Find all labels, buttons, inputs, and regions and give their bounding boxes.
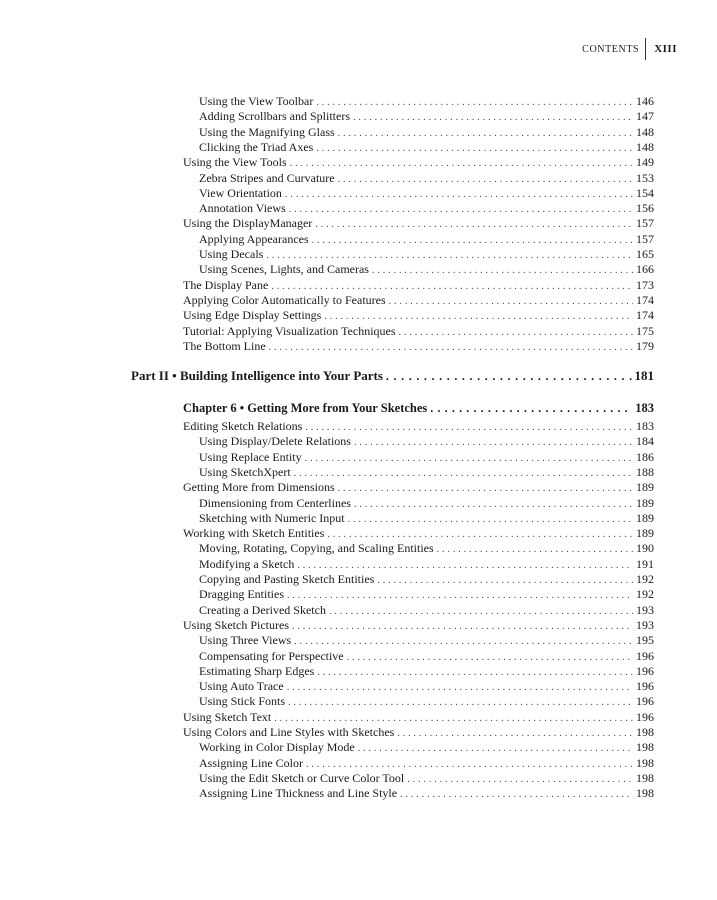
chapter-heading[interactable] [183,400,654,416]
entry-title: Using Sketch Text [183,709,272,724]
toc-entry[interactable] [199,771,654,787]
entry-page-number: 189 [636,495,654,510]
entry-page-number: 189 [636,526,654,541]
toc-entry[interactable] [183,725,654,741]
entry-page-number: 196 [636,663,654,678]
dot-leader [338,125,633,141]
dot-leader [386,368,632,384]
entry-title: Working in Color Display Mode [199,740,355,755]
dot-leader [269,339,633,355]
entry-page-number: 148 [636,139,654,154]
toc-entry[interactable] [199,649,654,665]
dot-leader [315,216,633,232]
toc-entry[interactable] [199,557,654,573]
toc-entry[interactable] [199,434,654,450]
dot-leader [297,557,633,573]
entry-page-number: 193 [636,617,654,632]
entry-title: Using Stick Fonts [199,694,286,709]
entry-title: Using Auto Trace [199,679,284,694]
toc-entry[interactable] [183,419,654,435]
dot-leader [327,526,633,542]
entry-page-number: 191 [636,556,654,571]
entry-page-number: 198 [636,786,654,801]
dot-leader [285,186,633,202]
toc-entry[interactable] [199,171,654,187]
entry-title: Chapter 6 • Getting More from Your Sketches [183,401,428,415]
entry-page-number: 157 [636,216,654,231]
entry-page-number: 153 [636,170,654,185]
entry-title: Creating a Derived Sketch [199,602,326,617]
toc-entry[interactable] [183,155,654,171]
dot-leader [290,155,633,171]
entry-title: Annotation Views [199,201,286,216]
entry-title: Using Sketch Pictures [183,617,289,632]
dot-leader [400,786,633,802]
entry-page-number: 147 [636,109,654,124]
entry-page-number: 174 [636,292,654,307]
dot-leader [266,247,633,263]
entry-page-number: 198 [636,770,654,785]
entry-title: Assigning Line Thickness and Line Style [199,786,398,801]
toc-entry[interactable] [199,633,654,649]
dot-leader [407,771,633,787]
dot-leader [347,649,633,665]
entry-title: Working with Sketch Entities [183,526,325,541]
entry-page-number: 195 [636,633,654,648]
dot-leader [288,694,633,710]
entry-title: Tutorial: Applying Visualization Techniques [183,323,396,338]
dot-leader [389,293,633,309]
toc-entry[interactable] [183,324,654,340]
toc-entry[interactable] [183,216,654,232]
toc-entry[interactable] [199,247,654,263]
entry-page-number: 175 [636,323,654,338]
part-heading[interactable] [131,368,654,384]
dot-leader [353,109,633,125]
toc-entry[interactable] [199,603,654,619]
entry-title: Clicking the Triad Axes [199,139,314,154]
toc-entry[interactable] [199,587,654,603]
entry-title: Applying Color Automatically to Features [183,292,386,307]
entry-title: Using Scenes, Lights, and Cameras [199,262,369,277]
dot-leader [372,262,633,278]
toc-entry[interactable] [199,496,654,512]
toc-entry[interactable] [199,232,654,248]
entry-title: Assigning Line Color [199,755,303,770]
page-number: XIII [654,43,677,55]
entry-title: Applying Appearances [199,231,309,246]
entry-page-number: 189 [636,480,654,495]
toc-entry[interactable] [199,572,654,588]
entry-title: Moving, Rotating, Copying, and Scaling Entities [199,541,434,556]
dot-leader [274,710,633,726]
dot-leader [354,434,633,450]
entry-page-number: 166 [636,262,654,277]
toc-entry[interactable] [183,710,654,726]
entry-page-number: 154 [636,185,654,200]
entry-page-number: 186 [636,449,654,464]
entry-page-number: 192 [636,572,654,586]
entry-title: Using the Magnifying Glass [199,124,335,139]
entry-page-number: 174 [636,308,654,323]
dot-leader [294,633,633,649]
entry-title: Copying and Pasting Sketch Entities [199,572,375,586]
toc-entry[interactable] [199,740,654,756]
entry-title: Using Three Views [199,633,292,648]
entry-page-number: 156 [636,201,654,216]
entry-page-number: 181 [634,368,654,383]
toc-entry[interactable] [183,618,654,634]
entry-page-number: 148 [636,124,654,139]
dot-leader [316,140,633,156]
entry-page-number: 196 [636,679,654,694]
dot-leader [324,308,633,324]
toc-entry[interactable] [199,94,654,110]
entry-title: Using the DisplayManager [183,216,313,231]
entry-title: Modifying a Sketch [199,556,295,571]
dot-leader [271,278,633,294]
entry-page-number: 198 [636,755,654,770]
entry-title: Dimensioning from Centerlines [199,495,351,510]
toc-entry[interactable] [183,480,654,496]
toc-entry[interactable] [199,109,654,125]
entry-page-number: 198 [636,725,654,739]
dot-leader [305,419,633,435]
dot-leader [399,324,633,340]
dot-leader [329,603,633,619]
dot-leader [430,400,632,416]
entry-title: Using Edge Display Settings [183,308,322,323]
header-divider [645,38,646,60]
entry-title: Using the View Toolbar [199,94,314,108]
toc-entry[interactable] [199,201,654,217]
dot-leader [338,480,633,496]
dot-leader [294,465,633,481]
entry-title: Editing Sketch Relations [183,419,303,433]
entry-title: The Bottom Line [183,338,266,353]
dot-leader [287,587,633,603]
entry-title: Using Display/Delete Relations [199,434,351,449]
entry-title: Estimating Sharp Edges [199,663,315,678]
dot-leader [306,756,633,772]
entry-page-number: 183 [636,419,654,433]
entry-title: Dragging Entities [199,587,284,602]
dot-leader [358,740,633,756]
entry-page-number: 189 [636,510,654,525]
toc-entry[interactable] [199,450,654,466]
entry-title: The Display Pane [183,277,269,292]
dot-leader [338,171,633,187]
toc-entry[interactable] [199,756,654,772]
entry-title: Using Colors and Line Styles with Sketches [183,725,395,739]
toc-entry[interactable] [199,186,654,202]
entry-page-number: 183 [635,401,654,415]
toc-entry[interactable] [183,308,654,324]
entry-title: Part II • Building Intelligence into Your Parts [131,368,383,383]
toc-entry[interactable] [183,339,654,355]
entry-page-number: 146 [636,94,654,108]
toc-entry[interactable] [183,526,654,542]
toc-entry[interactable] [199,125,654,141]
toc-entry[interactable] [199,679,654,695]
entry-title: Getting More from Dimensions [183,480,335,495]
toc-entry[interactable] [183,293,654,309]
toc-entry[interactable] [199,511,654,527]
dot-leader [316,94,633,110]
entry-title: Adding Scrollbars and Splitters [199,109,350,124]
entry-title: Using Replace Entity [199,449,302,464]
dot-leader [317,664,633,680]
entry-title: Using SketchXpert [199,464,291,479]
entry-title: Compensating for Perspective [199,648,344,663]
entry-title: View Orientation [199,185,282,200]
dot-leader [354,496,633,512]
entry-page-number: 196 [636,709,654,724]
dot-leader [437,541,633,557]
entry-page-number: 157 [636,231,654,246]
entry-page-number: 149 [636,155,654,170]
entry-page-number: 192 [636,587,654,602]
entry-page-number: 193 [636,602,654,617]
toc-entry[interactable] [183,278,654,294]
entry-page-number: 190 [636,541,654,556]
entry-title: Using the Edit Sketch or Curve Color Tool [199,770,405,785]
dot-leader [287,679,633,695]
entry-title: Sketching with Numeric Input [199,510,345,525]
header-label: CONTENTS [582,43,640,55]
entry-page-number: 196 [636,694,654,709]
dot-leader [305,450,633,466]
toc-entry[interactable] [199,140,654,156]
running-header [582,40,677,58]
dot-leader [348,511,633,527]
dot-leader [377,572,633,588]
entry-page-number: 173 [636,277,654,292]
entry-page-number: 198 [636,740,654,755]
entry-page-number: 179 [636,338,654,353]
entry-page-number: 196 [636,648,654,663]
toc-entry[interactable] [199,786,654,802]
dot-leader [289,201,633,217]
dot-leader [312,232,633,248]
toc-entry[interactable] [199,694,654,710]
entry-title: Using Decals [199,247,264,261]
entry-title: Zebra Stripes and Curvature [199,170,335,185]
toc-entry[interactable] [199,541,654,557]
toc-entry[interactable] [199,664,654,680]
entry-page-number: 188 [636,464,654,479]
toc-entry[interactable] [199,262,654,278]
entry-page-number: 165 [636,247,654,261]
dot-leader [292,618,633,634]
entry-title: Using the View Tools [183,155,287,170]
toc-entry[interactable] [199,465,654,481]
entry-page-number: 184 [636,434,654,449]
dot-leader [397,725,633,741]
